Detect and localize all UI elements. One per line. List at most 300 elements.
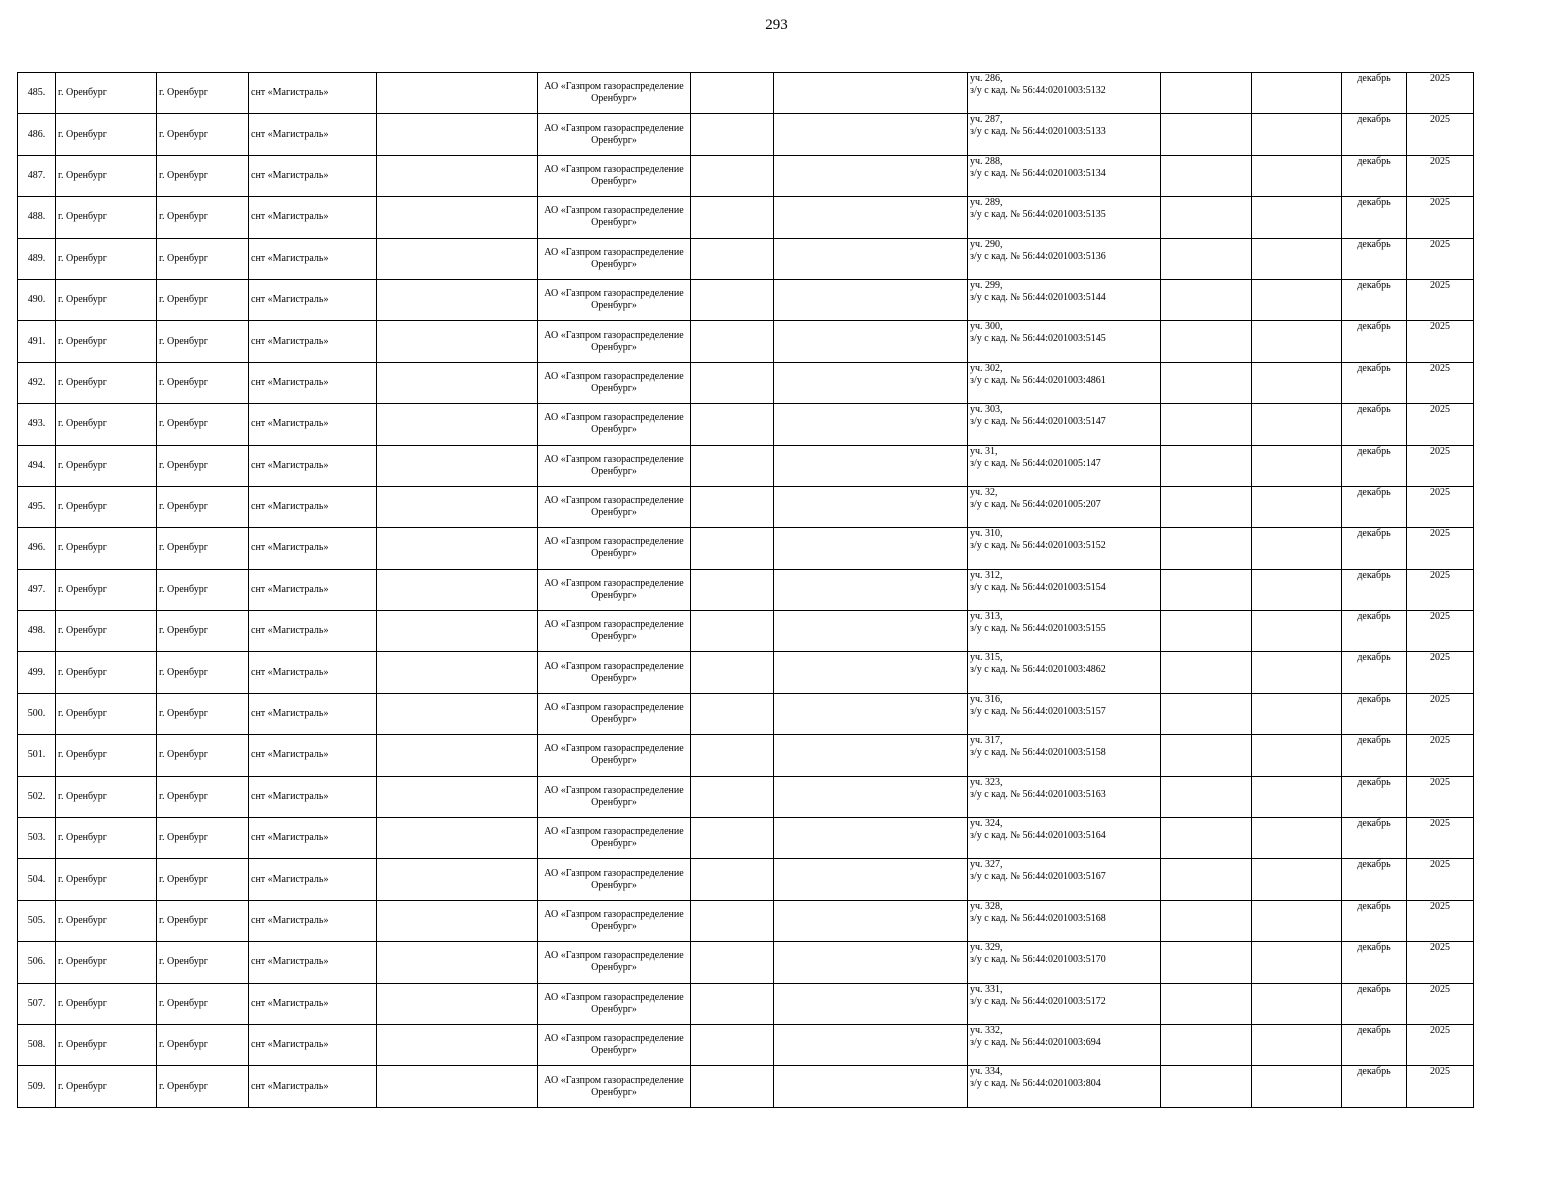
empty-cell — [377, 528, 538, 569]
plot-number: уч. 290, — [970, 238, 1003, 250]
plot-number: уч. 329, — [970, 942, 1003, 954]
month-cell: декабрь — [1342, 818, 1407, 859]
empty-cell — [1252, 404, 1342, 445]
settlement-cell: г. Оренбург — [157, 404, 249, 445]
organization-cell — [538, 238, 691, 279]
table-row — [18, 73, 1474, 114]
municipality-cell: г. Оренбург — [56, 859, 157, 900]
organization-cell — [538, 486, 691, 527]
municipality-cell: г. Оренбург — [56, 735, 157, 776]
municipality-cell: г. Оренбург — [56, 279, 157, 320]
settlement-cell: г. Оренбург — [157, 818, 249, 859]
empty-cell — [1252, 486, 1342, 527]
organization-cell — [538, 1024, 691, 1065]
table-row — [18, 279, 1474, 320]
empty-cell — [377, 735, 538, 776]
empty-cell — [377, 445, 538, 486]
municipality-cell: г. Оренбург — [56, 942, 157, 983]
year-cell: 2025 — [1407, 197, 1474, 238]
cadastral-number: з/у с кад. № 56:44:0201003:5154 — [970, 581, 1106, 593]
organization-text: АО «Газпром газораспределение Оренбург» — [544, 950, 684, 974]
settlement-cell: г. Оренбург — [157, 73, 249, 114]
empty-cell — [377, 114, 538, 155]
location-cell — [968, 362, 1161, 403]
empty-cell — [1252, 279, 1342, 320]
month-cell: декабрь — [1342, 279, 1407, 320]
empty-cell — [691, 445, 774, 486]
organization-text: АО «Газпром газораспределение Оренбург» — [544, 660, 684, 684]
empty-cell — [1252, 569, 1342, 610]
empty-cell — [774, 652, 968, 693]
plot-number: уч. 310, — [970, 528, 1003, 540]
year-cell: 2025 — [1407, 818, 1474, 859]
empty-cell — [377, 983, 538, 1024]
year-cell: 2025 — [1407, 776, 1474, 817]
month-cell: декабрь — [1342, 197, 1407, 238]
municipality-cell: г. Оренбург — [56, 73, 157, 114]
organization-text: АО «Газпром газораспределение Оренбург» — [544, 702, 684, 726]
plot-number: уч. 327, — [970, 859, 1003, 871]
organization-text: АО «Газпром газораспределение Оренбург» — [544, 495, 684, 519]
location-cell — [968, 1066, 1161, 1107]
cadastral-number: з/у с кад. № 56:44:0201003:5144 — [970, 291, 1106, 303]
empty-cell — [774, 818, 968, 859]
plot-number: уч. 324, — [970, 818, 1003, 830]
empty-cell — [774, 1024, 968, 1065]
empty-cell — [774, 611, 968, 652]
empty-cell — [1252, 1066, 1342, 1107]
empty-cell — [1252, 445, 1342, 486]
year-cell: 2025 — [1407, 735, 1474, 776]
plot-number: уч. 313, — [970, 611, 1003, 623]
organization-text: АО «Газпром газораспределение Оренбург» — [544, 122, 684, 146]
organization-cell — [538, 362, 691, 403]
empty-cell — [774, 73, 968, 114]
empty-cell — [1252, 818, 1342, 859]
empty-cell — [1252, 362, 1342, 403]
empty-cell — [774, 197, 968, 238]
plot-number: уч. 32, — [970, 486, 998, 498]
row-number-cell: 504. — [18, 859, 56, 900]
table-row — [18, 652, 1474, 693]
cadastral-number: з/у с кад. № 56:44:0201003:5135 — [970, 209, 1106, 221]
municipality-cell: г. Оренбург — [56, 404, 157, 445]
settlement-cell: г. Оренбург — [157, 362, 249, 403]
cadastral-number: з/у с кад. № 56:44:0201003:5167 — [970, 871, 1106, 883]
municipality-cell: г. Оренбург — [56, 445, 157, 486]
month-cell: декабрь — [1342, 528, 1407, 569]
empty-cell — [691, 1024, 774, 1065]
empty-cell — [774, 528, 968, 569]
empty-cell — [377, 942, 538, 983]
object-cell: снт «Магистраль» — [249, 569, 377, 610]
empty-cell — [774, 321, 968, 362]
empty-cell — [691, 528, 774, 569]
organization-text: АО «Газпром газораспределение Оренбург» — [544, 784, 684, 808]
empty-cell — [377, 611, 538, 652]
year-cell: 2025 — [1407, 445, 1474, 486]
row-number-cell: 507. — [18, 983, 56, 1024]
year-cell: 2025 — [1407, 528, 1474, 569]
organization-cell — [538, 528, 691, 569]
empty-cell — [691, 569, 774, 610]
empty-cell — [774, 900, 968, 941]
empty-cell — [691, 611, 774, 652]
empty-cell — [1252, 321, 1342, 362]
empty-cell — [1161, 942, 1252, 983]
year-cell: 2025 — [1407, 900, 1474, 941]
object-cell: снт «Магистраль» — [249, 818, 377, 859]
empty-cell — [377, 859, 538, 900]
municipality-cell: г. Оренбург — [56, 983, 157, 1024]
organization-text: АО «Газпром газораспределение Оренбург» — [544, 909, 684, 932]
empty-cell — [1161, 362, 1252, 403]
organization-cell — [538, 735, 691, 776]
settlement-cell: г. Оренбург — [157, 693, 249, 734]
cadastral-number: з/у с кад. № 56:44:0201003:5136 — [970, 250, 1106, 262]
location-cell — [968, 445, 1161, 486]
cadastral-number: з/у с кад. № 56:44:0201005:147 — [970, 457, 1101, 469]
month-cell: декабрь — [1342, 983, 1407, 1024]
organization-text: АО «Газпром газораспределение Оренбург» — [544, 205, 684, 229]
empty-cell — [1161, 983, 1252, 1024]
registry-table — [17, 72, 1474, 1108]
empty-cell — [377, 362, 538, 403]
empty-cell — [1252, 859, 1342, 900]
location-cell — [968, 735, 1161, 776]
location-cell — [968, 859, 1161, 900]
plot-number: уч. 317, — [970, 735, 1003, 747]
empty-cell — [691, 652, 774, 693]
organization-text: АО «Газпром газораспределение Оренбург» — [544, 163, 684, 187]
settlement-cell: г. Оренбург — [157, 528, 249, 569]
object-cell: снт «Магистраль» — [249, 197, 377, 238]
plot-number: уч. 315, — [970, 652, 1003, 664]
empty-cell — [774, 279, 968, 320]
month-cell: декабрь — [1342, 569, 1407, 610]
empty-cell — [774, 404, 968, 445]
empty-cell — [377, 155, 538, 196]
settlement-cell: г. Оренбург — [157, 445, 249, 486]
location-cell — [968, 818, 1161, 859]
municipality-cell: г. Оренбург — [56, 1066, 157, 1107]
empty-cell — [1252, 611, 1342, 652]
plot-number: уч. 299, — [970, 279, 1003, 291]
empty-cell — [774, 942, 968, 983]
year-cell: 2025 — [1407, 114, 1474, 155]
month-cell: декабрь — [1342, 652, 1407, 693]
organization-cell — [538, 445, 691, 486]
cadastral-number: з/у с кад. № 56:44:0201003:5132 — [970, 85, 1106, 96]
row-number-cell: 503. — [18, 818, 56, 859]
municipality-cell: г. Оренбург — [56, 1024, 157, 1065]
location-cell — [968, 652, 1161, 693]
empty-cell — [1252, 197, 1342, 238]
location-cell — [968, 611, 1161, 652]
organization-cell — [538, 197, 691, 238]
settlement-cell: г. Оренбург — [157, 1024, 249, 1065]
cadastral-number: з/у с кад. № 56:44:0201003:5163 — [970, 788, 1106, 800]
year-cell: 2025 — [1407, 486, 1474, 527]
settlement-cell: г. Оренбург — [157, 776, 249, 817]
settlement-cell: г. Оренбург — [157, 569, 249, 610]
empty-cell — [1252, 155, 1342, 196]
object-cell: снт «Магистраль» — [249, 942, 377, 983]
organization-text: АО «Газпром газораспределение Оренбург» — [544, 619, 684, 643]
empty-cell — [691, 404, 774, 445]
empty-cell — [1161, 197, 1252, 238]
municipality-cell: г. Оренбург — [56, 776, 157, 817]
organization-cell — [538, 942, 691, 983]
organization-text: АО «Газпром газораспределение Оренбург» — [544, 867, 684, 891]
year-cell: 2025 — [1407, 859, 1474, 900]
location-cell — [968, 238, 1161, 279]
empty-cell — [691, 818, 774, 859]
organization-text: АО «Газпром газораспределение Оренбург» — [544, 577, 684, 601]
year-cell: 2025 — [1407, 569, 1474, 610]
table-row — [18, 155, 1474, 196]
empty-cell — [774, 859, 968, 900]
table-row — [18, 776, 1474, 817]
table-row — [18, 900, 1474, 941]
month-cell: декабрь — [1342, 362, 1407, 403]
empty-cell — [774, 362, 968, 403]
year-cell: 2025 — [1407, 73, 1474, 114]
location-cell — [968, 1024, 1161, 1065]
plot-number: уч. 331, — [970, 983, 1003, 995]
organization-cell — [538, 1066, 691, 1107]
organization-cell — [538, 611, 691, 652]
plot-number: уч. 303, — [970, 404, 1003, 416]
empty-cell — [774, 983, 968, 1024]
organization-text: АО «Газпром газораспределение Оренбург» — [544, 81, 684, 105]
cadastral-number: з/у с кад. № 56:44:0201003:5152 — [970, 540, 1106, 552]
location-cell — [968, 404, 1161, 445]
empty-cell — [377, 1066, 538, 1107]
empty-cell — [691, 859, 774, 900]
empty-cell — [1161, 114, 1252, 155]
empty-cell — [691, 73, 774, 114]
organization-text: АО «Газпром газораспределение Оренбург» — [544, 453, 684, 477]
municipality-cell: г. Оренбург — [56, 362, 157, 403]
object-cell: снт «Магистраль» — [249, 486, 377, 527]
row-number-cell: 506. — [18, 942, 56, 983]
municipality-cell: г. Оренбург — [56, 321, 157, 362]
organization-cell — [538, 114, 691, 155]
object-cell: снт «Магистраль» — [249, 1024, 377, 1065]
table-row — [18, 486, 1474, 527]
municipality-cell: г. Оренбург — [56, 818, 157, 859]
settlement-cell: г. Оренбург — [157, 238, 249, 279]
empty-cell — [691, 362, 774, 403]
plot-number: уч. 312, — [970, 569, 1003, 581]
empty-cell — [1161, 279, 1252, 320]
empty-cell — [377, 73, 538, 114]
settlement-cell: г. Оренбург — [157, 942, 249, 983]
table-row — [18, 569, 1474, 610]
month-cell: декабрь — [1342, 1024, 1407, 1065]
empty-cell — [691, 983, 774, 1024]
empty-cell — [774, 569, 968, 610]
row-number-cell: 499. — [18, 652, 56, 693]
empty-cell — [774, 238, 968, 279]
table-row — [18, 818, 1474, 859]
empty-cell — [1161, 611, 1252, 652]
row-number-cell: 492. — [18, 362, 56, 403]
empty-cell — [774, 1066, 968, 1107]
row-number-cell: 491. — [18, 321, 56, 362]
object-cell: снт «Магистраль» — [249, 735, 377, 776]
month-cell: декабрь — [1342, 942, 1407, 983]
empty-cell — [1161, 652, 1252, 693]
year-cell: 2025 — [1407, 321, 1474, 362]
location-cell — [968, 486, 1161, 527]
month-cell: декабрь — [1342, 735, 1407, 776]
empty-cell — [1161, 528, 1252, 569]
organization-cell — [538, 321, 691, 362]
organization-text: АО «Газпром газораспределение Оренбург» — [544, 743, 684, 767]
empty-cell — [1161, 486, 1252, 527]
settlement-cell: г. Оренбург — [157, 279, 249, 320]
organization-cell — [538, 818, 691, 859]
location-cell — [968, 693, 1161, 734]
row-number-cell: 498. — [18, 611, 56, 652]
empty-cell — [377, 197, 538, 238]
table-row — [18, 238, 1474, 279]
object-cell: снт «Магистраль» — [249, 321, 377, 362]
table-row — [18, 611, 1474, 652]
month-cell: декабрь — [1342, 1066, 1407, 1107]
municipality-cell: г. Оренбург — [56, 114, 157, 155]
year-cell: 2025 — [1407, 652, 1474, 693]
table-row — [18, 693, 1474, 734]
empty-cell — [691, 1066, 774, 1107]
municipality-cell: г. Оренбург — [56, 652, 157, 693]
empty-cell — [774, 486, 968, 527]
empty-cell — [377, 1024, 538, 1065]
empty-cell — [377, 321, 538, 362]
empty-cell — [691, 321, 774, 362]
year-cell: 2025 — [1407, 611, 1474, 652]
table-row — [18, 1024, 1474, 1065]
empty-cell — [1161, 445, 1252, 486]
settlement-cell: г. Оренбург — [157, 197, 249, 238]
empty-cell — [1252, 776, 1342, 817]
table-row — [18, 197, 1474, 238]
location-cell — [968, 114, 1161, 155]
organization-cell — [538, 776, 691, 817]
plot-number: уч. 323, — [970, 776, 1003, 788]
empty-cell — [1252, 114, 1342, 155]
row-number-cell: 489. — [18, 238, 56, 279]
row-number-cell: 490. — [18, 279, 56, 320]
year-cell: 2025 — [1407, 1024, 1474, 1065]
table-row — [18, 859, 1474, 900]
row-number-cell: 500. — [18, 693, 56, 734]
organization-cell — [538, 983, 691, 1024]
settlement-cell: г. Оренбург — [157, 486, 249, 527]
row-number-cell: 487. — [18, 155, 56, 196]
organization-cell — [538, 859, 691, 900]
cadastral-number: з/у с кад. № 56:44:0201003:4862 — [970, 664, 1106, 676]
cadastral-number: з/у с кад. № 56:44:0201003:804 — [970, 1078, 1101, 1090]
empty-cell — [691, 693, 774, 734]
table-row — [18, 321, 1474, 362]
organization-cell — [538, 693, 691, 734]
organization-cell — [538, 900, 691, 941]
organization-text: АО «Газпром газораспределение Оренбург» — [544, 1033, 684, 1057]
object-cell: снт «Магистраль» — [249, 983, 377, 1024]
table-row — [18, 942, 1474, 983]
cadastral-number: з/у с кад. № 56:44:0201005:207 — [970, 498, 1101, 510]
empty-cell — [691, 114, 774, 155]
settlement-cell: г. Оренбург — [157, 652, 249, 693]
empty-cell — [377, 818, 538, 859]
plot-number: уч. 332, — [970, 1024, 1003, 1036]
empty-cell — [1161, 859, 1252, 900]
empty-cell — [774, 776, 968, 817]
empty-cell — [691, 942, 774, 983]
location-cell — [968, 197, 1161, 238]
plot-number: уч. 289, — [970, 197, 1003, 209]
organization-cell — [538, 652, 691, 693]
empty-cell — [774, 735, 968, 776]
table-row — [18, 445, 1474, 486]
municipality-cell: г. Оренбург — [56, 900, 157, 941]
empty-cell — [1252, 73, 1342, 114]
settlement-cell: г. Оренбург — [157, 859, 249, 900]
plot-number: уч. 287, — [970, 114, 1003, 126]
table-row — [18, 114, 1474, 155]
year-cell: 2025 — [1407, 983, 1474, 1024]
month-cell: декабрь — [1342, 321, 1407, 362]
empty-cell — [1161, 569, 1252, 610]
settlement-cell: г. Оренбург — [157, 155, 249, 196]
cadastral-number: з/у с кад. № 56:44:0201003:5157 — [970, 705, 1106, 717]
plot-number: уч. 31, — [970, 445, 998, 457]
empty-cell — [377, 776, 538, 817]
location-cell — [968, 900, 1161, 941]
year-cell: 2025 — [1407, 693, 1474, 734]
empty-cell — [1252, 652, 1342, 693]
location-cell — [968, 942, 1161, 983]
empty-cell — [1161, 1066, 1252, 1107]
object-cell: снт «Магистраль» — [249, 445, 377, 486]
month-cell: декабрь — [1342, 776, 1407, 817]
empty-cell — [377, 652, 538, 693]
object-cell: снт «Магистраль» — [249, 859, 377, 900]
month-cell: декабрь — [1342, 404, 1407, 445]
settlement-cell: г. Оренбург — [157, 735, 249, 776]
table-row — [18, 528, 1474, 569]
empty-cell — [1161, 73, 1252, 114]
empty-cell — [1252, 735, 1342, 776]
row-number-cell: 505. — [18, 900, 56, 941]
empty-cell — [691, 279, 774, 320]
cadastral-number: з/у с кад. № 56:44:0201003:5155 — [970, 623, 1106, 635]
location-cell — [968, 279, 1161, 320]
municipality-cell: г. Оренбург — [56, 238, 157, 279]
cadastral-number: з/у с кад. № 56:44:0201003:5147 — [970, 416, 1106, 428]
organization-text: АО «Газпром газораспределение Оренбург» — [544, 826, 684, 850]
empty-cell — [1252, 528, 1342, 569]
table-row — [18, 735, 1474, 776]
empty-cell — [1161, 776, 1252, 817]
cadastral-number: з/у с кад. № 56:44:0201003:5164 — [970, 830, 1106, 842]
cadastral-number: з/у с кад. № 56:44:0201003:5158 — [970, 747, 1106, 759]
settlement-cell: г. Оренбург — [157, 1066, 249, 1107]
organization-text: АО «Газпром газораспределение Оренбург» — [544, 536, 684, 560]
